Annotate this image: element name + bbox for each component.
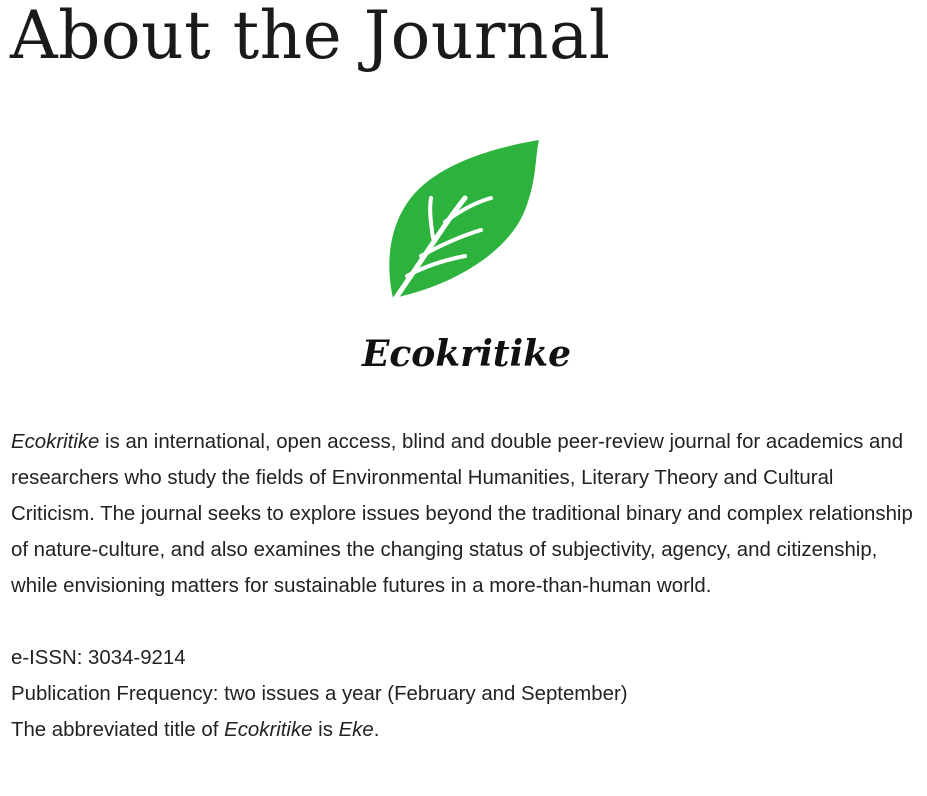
abbrev-middle: is [312, 719, 339, 741]
abbreviated-title [11, 712, 917, 748]
journal-logo-name: Ecokritike [361, 333, 572, 375]
journal-description [11, 424, 917, 604]
publication-frequency: Publication Frequency: two issues a year (February and September) [11, 683, 628, 705]
journal-logo [0, 132, 927, 382]
abbrev-end: . [373, 719, 380, 741]
abbrev-journal: Ecokritike [224, 719, 313, 741]
journal-info [11, 424, 917, 748]
page-title: About the Journal [10, 0, 611, 74]
journal-name-italic: Ecokritike [11, 431, 100, 453]
abbrev-prefix: The abbreviated title of [11, 719, 225, 741]
eissn: e-ISSN: 3034-9214 [11, 647, 186, 669]
abbrev-short: Eke [338, 719, 374, 741]
leaf-icon [385, 138, 543, 302]
description-text: is an international, open access, blind and double peer-review journal for academics and researchers who study the fields of Environmental Humanities, Literary Theory and Cultural Criticism. The journal seeks to explore issues beyond the traditional binary and complex relationship of nature-culture, and also examines the changing status of subjectivity, agency, and citizenship, while envisioning matters for sustainable futures in a more-than-human world. [11, 431, 913, 597]
